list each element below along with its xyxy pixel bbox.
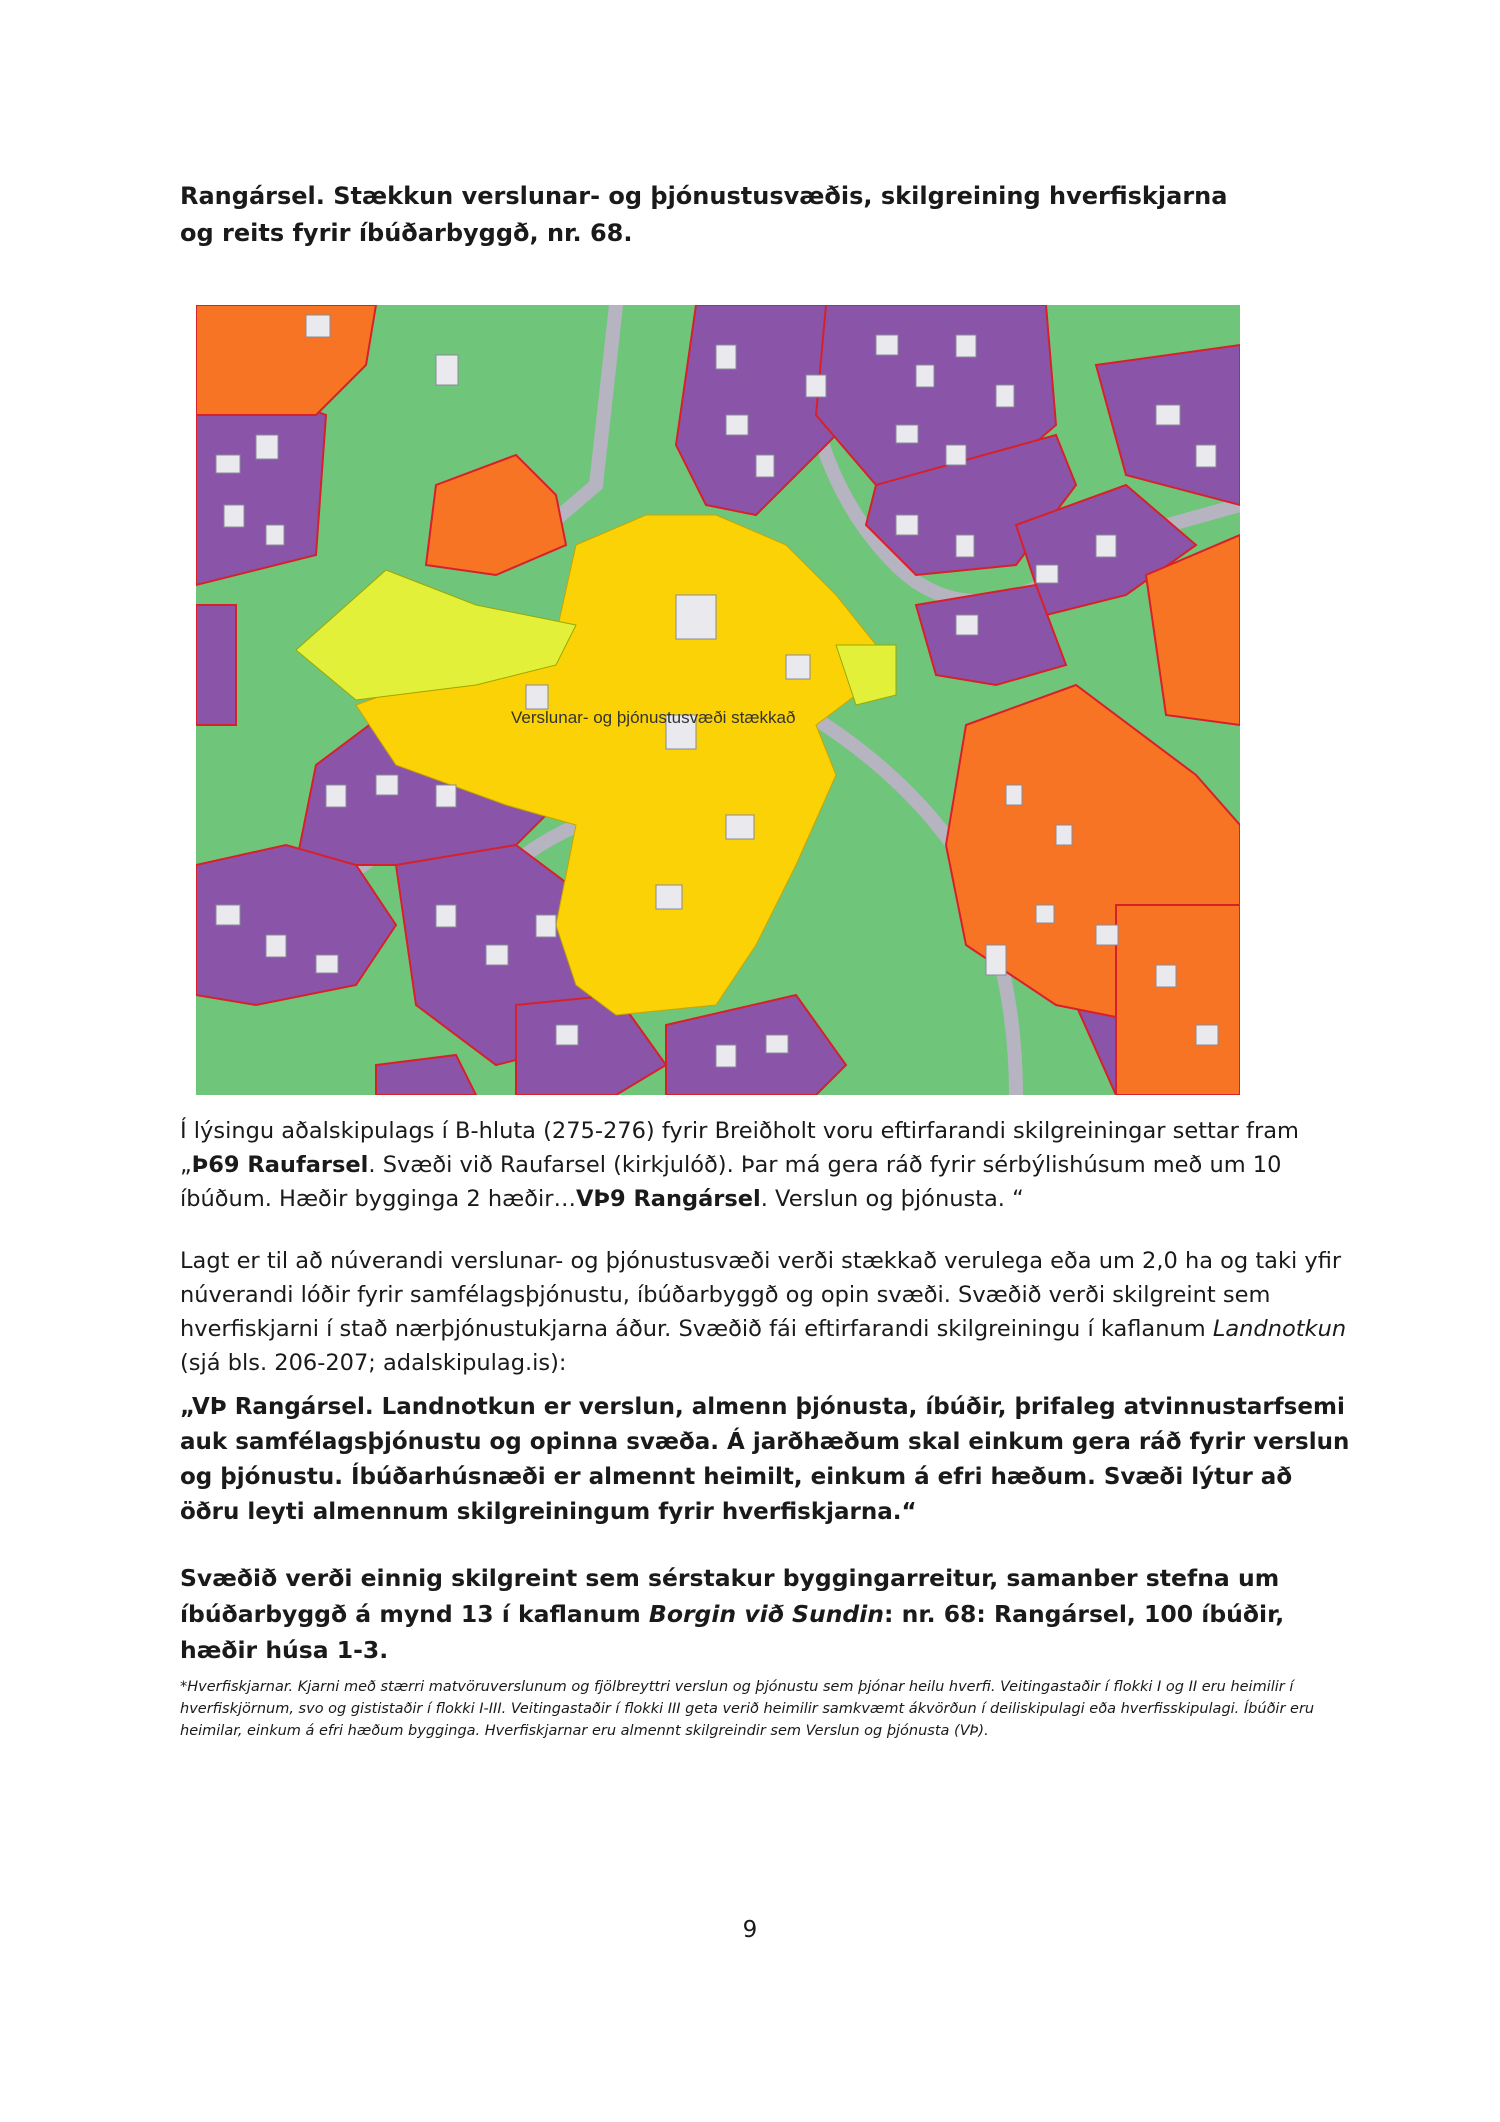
para1-text-3: . Verslun og þjónusta. “ bbox=[760, 1186, 1024, 1212]
map-label: Verslunar- og þjónustusvæði stækkað bbox=[511, 708, 796, 727]
page-number: 9 bbox=[742, 1917, 758, 1943]
para1-bold-2: VÞ9 Rangársel bbox=[575, 1186, 761, 1212]
para2-italic-1: Landnotkun bbox=[1212, 1316, 1347, 1342]
paragraph-proposal bbox=[180, 1244, 1350, 1380]
footnote: *Hverfiskjarnar. Kjarni með stærri matvöruverslunum og fjölbreyttri verslun og þjónustu sem þjónar heilu hverfi. Veitingastaðir í flokki I og II eru heimilir í hverfiskjörnum, svo og gististaðir í flokki I-III. Veitingastaðir í flokki III geta verið heimilir samkvæmt ákvörðun í deiliskipulagi eða hverfisskipulagi. Íbúðir eru heimilar, einkum á efri hæðum bygginga. Hverfiskjarnar eru almennt skilgreindir sem Verslun og þjónusta (VÞ). bbox=[180, 1679, 1315, 1739]
para2-text-2: (sjá bls. 206-207; adalskipulag.is): bbox=[180, 1350, 567, 1376]
para1-text-1: Í lýsingu aðalskipulags í B-hluta (275-276) fyrir Breiðholt voru eftirfarandi skilgreiningar settar fram „ bbox=[180, 1118, 1299, 1178]
para1-bold-1: Þ69 Raufarsel bbox=[191, 1152, 369, 1178]
zoning-map bbox=[196, 305, 1240, 1095]
definition-quote: „VÞ Rangársel. Landnotkun er verslun, almenn þjónusta, íbúðir, þrifaleg atvinnustarfsemi auk samfélagsþjónustu og opinna svæða. Á jarðhæðum skal einkum gera ráð fyrir verslun og þjónustu. Íbúðarhúsnæði er almennt heimilt, einkum á efri hæðum. Svæði lýtur að öðru leyti almennum skilgreiningum fyrir hverfiskjarna.“ bbox=[180, 1394, 1350, 1525]
para3-italic-1: Borgin við Sundin bbox=[648, 1600, 885, 1628]
paragraph-building-area bbox=[180, 1560, 1350, 1668]
para3-text-2: : nr. 68: Rangársel, 100 íbúðir, hæðir húsa 1-3. bbox=[180, 1600, 1285, 1664]
zoning-map-graphic bbox=[196, 305, 1240, 1095]
para3-text-1: Svæðið verði einnig skilgreint sem sérstakur byggingarreitur, samanber stefna um íbúðarbyggð á mynd 13 í kaflanum bbox=[180, 1564, 1280, 1628]
para2-text-1: Lagt er til að núverandi verslunar- og þjónustusvæði verði stækkað verulega eða um 2,0 ha og taki yfir núverandi lóðir fyrir samfélagsþjónustu, íbúðarbyggð og opin svæði. Svæðið verði skilgreint sem hverfiskjarni í stað nærþjónustukjarna áður. Svæðið fái eftirfarandi skilgreiningu í kaflanum bbox=[180, 1248, 1342, 1342]
paragraph-description bbox=[180, 1114, 1350, 1216]
para1-text-2: . Svæði við Raufarsel (kirkjulóð). Þar má gera ráð fyrir sérbýlishúsum með um 10 íbúðum. Hæðir bygginga 2 hæðir… bbox=[180, 1152, 1282, 1212]
page-heading: Rangársel. Stækkun verslunar- og þjónustusvæðis, skilgreining hverfiskjarna og reits fyrir íbúðarbyggð, nr. 68. bbox=[180, 182, 1228, 247]
